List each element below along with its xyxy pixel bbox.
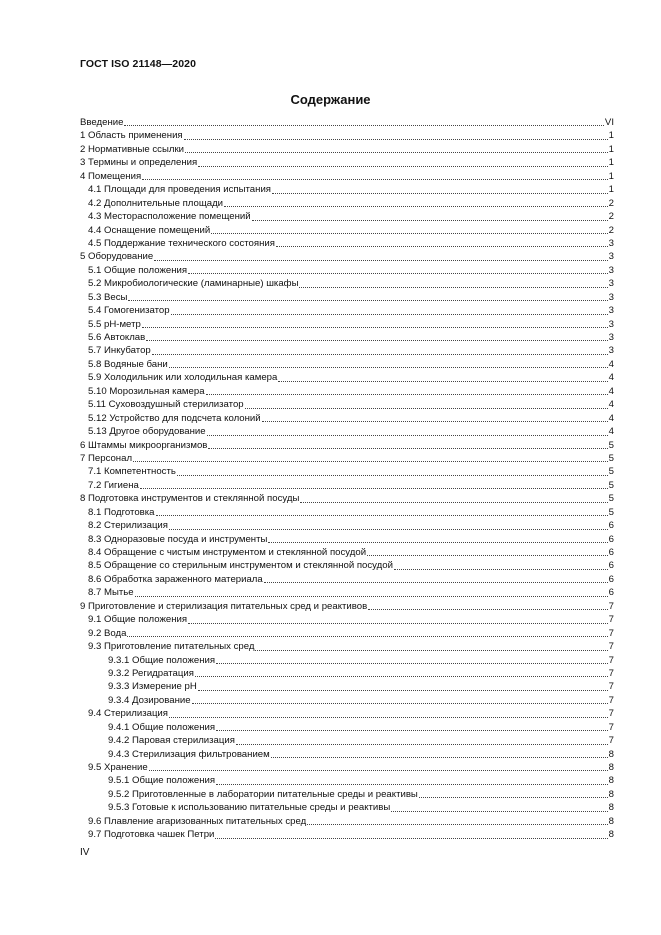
toc-entry-label: 5.4 Гомогенизатор [88, 305, 170, 317]
toc-entry[interactable] [80, 331, 614, 344]
toc-entry-label: 5.7 Инкубатор [88, 345, 151, 357]
toc-entry[interactable] [80, 170, 614, 183]
dot-leader [195, 668, 608, 677]
toc-entry[interactable] [80, 465, 614, 478]
toc-entry-page: 7 [608, 600, 614, 612]
toc-entry[interactable] [80, 277, 614, 290]
toc-entry[interactable] [80, 452, 614, 465]
toc-entry-label: 9.6 Плавление агаризованных питательных сред [88, 815, 307, 827]
toc-entry-label: 9.2 Вода [88, 627, 127, 639]
toc-entry[interactable] [80, 439, 614, 452]
toc-entry[interactable] [80, 734, 614, 747]
dot-leader [300, 494, 607, 503]
toc-entry[interactable] [80, 291, 614, 304]
toc-entry[interactable] [80, 613, 614, 626]
dot-leader [185, 144, 608, 153]
toc-entry[interactable] [80, 479, 614, 492]
toc-entry-page: 6 [608, 533, 614, 545]
dot-leader [184, 131, 608, 140]
toc-entry-label: 9.3.3 Измерение pH [108, 681, 197, 693]
toc-entry-page: 6 [608, 560, 614, 572]
toc-entry-label: 9.5 Хранение [88, 762, 148, 773]
dot-leader [391, 803, 607, 812]
toc-entry-label: 8.4 Обращение с чистым инструментом и стеклянной посудой [88, 547, 367, 558]
toc-entry[interactable] [80, 250, 614, 263]
dot-leader [394, 561, 608, 570]
dot-leader [368, 601, 607, 610]
toc-entry-page: 5 [608, 452, 614, 464]
toc-entry[interactable] [80, 425, 614, 438]
toc-entry-page: 4 [608, 412, 614, 424]
toc-entry[interactable] [80, 559, 614, 572]
toc-entry-label: 8.7 Мытье [88, 587, 134, 599]
toc-entry[interactable] [80, 828, 614, 841]
toc-entry-page: 7 [608, 708, 614, 720]
toc-entry-label: 9.4 Стерилизация [88, 708, 168, 720]
toc-entry-page: 1 [608, 184, 614, 196]
toc-entry-page: 4 [608, 385, 614, 397]
toc-entry-page: 7 [608, 614, 614, 626]
toc-entry-label: 8.5 Обращение со стерильным инструментом и стеклянной посудой [88, 560, 393, 572]
toc-entry-label: 4.4 Оснащение помещений [88, 224, 211, 236]
dot-leader [272, 185, 608, 194]
dot-leader [133, 453, 608, 462]
toc-entry-page: 4 [608, 358, 614, 370]
toc-entry-page: 7 [608, 721, 614, 733]
toc-entry[interactable] [80, 371, 614, 384]
toc-entry-page: 3 [608, 305, 614, 317]
toc-entry-page: 8 [608, 815, 614, 827]
dot-leader [140, 480, 608, 489]
dot-leader [208, 440, 607, 449]
toc-entry[interactable] [80, 761, 614, 774]
dot-leader [169, 359, 608, 368]
toc-entry-label: 8.2 Стерилизация [88, 520, 168, 532]
toc-entry-label: 5.2 Микробиологические (ламинарные) шкафы [88, 278, 299, 290]
toc-entry-label: 4 Помещения [80, 170, 142, 182]
toc-entry-page: 4 [608, 426, 614, 438]
toc-entry-page: 6 [608, 573, 614, 585]
dot-leader [128, 292, 607, 301]
toc-entry[interactable] [80, 533, 614, 546]
table-of-contents [80, 116, 614, 842]
dot-leader [271, 749, 608, 758]
toc-entry[interactable] [80, 385, 614, 398]
dot-leader [188, 265, 608, 274]
toc-entry-page: 6 [608, 520, 614, 532]
toc-entry-page: 8 [608, 802, 614, 814]
dot-leader [156, 507, 608, 516]
dot-leader [154, 252, 607, 261]
dot-leader [169, 709, 608, 718]
toc-entry[interactable] [80, 774, 614, 787]
dot-leader [188, 615, 608, 624]
toc-entry[interactable] [80, 694, 614, 707]
toc-entry-page: 3 [608, 278, 614, 290]
dot-leader [216, 655, 608, 664]
dot-leader [367, 547, 608, 556]
dot-leader [211, 225, 607, 234]
toc-entry-page: 5 [608, 466, 614, 478]
toc-entry[interactable] [80, 815, 614, 828]
toc-entry-page: 7 [608, 681, 614, 693]
dot-leader [146, 332, 607, 341]
toc-entry[interactable] [80, 748, 614, 761]
toc-entry[interactable] [80, 264, 614, 277]
toc-entry[interactable] [80, 156, 614, 169]
toc-title: Содержание [290, 92, 371, 107]
toc-entry-label: 9.5.3 Готовые к использованию питательные среды и реактивы [108, 802, 391, 814]
dot-leader [177, 467, 608, 476]
toc-entry[interactable] [80, 224, 614, 237]
toc-entry-page: 7 [608, 694, 614, 706]
toc-entry[interactable] [80, 586, 614, 599]
toc-entry[interactable] [80, 667, 614, 680]
toc-entry[interactable] [80, 183, 614, 196]
toc-entry-page: 6 [608, 587, 614, 599]
toc-entry-label: 5.11 Суховоздушный стерилизатор [88, 399, 244, 411]
page-number: IV [80, 847, 90, 858]
toc-entry[interactable] [80, 788, 614, 801]
toc-entry-page: 4 [608, 372, 614, 384]
toc-entry[interactable] [80, 344, 614, 357]
toc-entry-label: 5 Оборудование [80, 251, 154, 263]
toc-entry-label: 7 Персонал [80, 452, 133, 464]
toc-entry-label: 9.3.1 Общие положения [108, 654, 216, 666]
toc-entry-label: 9.4.1 Общие положения [108, 721, 216, 733]
dot-leader [198, 682, 608, 691]
toc-entry-label: 9.3.4 Дозирование [108, 694, 191, 706]
dot-leader [124, 117, 603, 126]
toc-entry-label: 2 Нормативные ссылки [80, 143, 185, 155]
dot-leader [207, 427, 608, 436]
toc-entry[interactable] [80, 412, 614, 425]
toc-entry[interactable] [80, 627, 614, 640]
toc-entry-label: 9.4.2 Паровая стерилизация [108, 735, 235, 747]
toc-entry-label: 5.9 Холодильник или холодильная камера [88, 372, 278, 384]
toc-entry-label: 9.3 Приготовление питательных сред [88, 641, 255, 653]
dot-leader [245, 400, 608, 409]
dot-leader [127, 628, 607, 637]
dot-leader [169, 521, 608, 530]
toc-entry-page: 3 [608, 264, 614, 276]
toc-entry-page: 7 [608, 654, 614, 666]
dot-leader [171, 306, 608, 315]
dot-leader [252, 212, 608, 221]
dot-leader [264, 574, 608, 583]
toc-entry-page: 7 [608, 641, 614, 653]
toc-entry-label: 6 Штаммы микроорганизмов [80, 439, 208, 451]
toc-entry[interactable] [80, 304, 614, 317]
toc-entry-label: 9.7 Подготовка чашек Петри [88, 829, 215, 841]
toc-entry-page: 2 [608, 224, 614, 236]
dot-leader [198, 158, 607, 167]
toc-entry-label: 5.3 Весы [88, 291, 128, 303]
toc-entry-page: 3 [608, 345, 614, 357]
toc-entry[interactable] [80, 680, 614, 693]
dot-leader [307, 816, 607, 825]
toc-entry[interactable] [80, 707, 614, 720]
dot-leader [149, 762, 608, 771]
toc-entry-label: 8.6 Обработка зараженного материала [88, 573, 263, 585]
toc-entry[interactable] [80, 210, 614, 223]
toc-entry-page: 3 [608, 318, 614, 330]
dot-leader [276, 238, 608, 247]
toc-entry-page: 7 [608, 735, 614, 747]
toc-entry[interactable] [80, 654, 614, 667]
toc-entry-label: 9.5.2 Приготовленные в лаборатории питательные среды и реактивы [108, 788, 418, 800]
dot-leader [268, 534, 607, 543]
toc-entry-page: 8 [608, 762, 614, 773]
toc-entry-label: 9 Приготовление и стерилизация питательных сред и реактивов [80, 600, 368, 612]
toc-entry[interactable] [80, 573, 614, 586]
toc-entry-page: 8 [608, 775, 614, 787]
toc-entry-page: VI [604, 117, 614, 128]
dot-leader [419, 789, 608, 798]
dot-leader [255, 642, 607, 651]
toc-entry-label: Введение [80, 117, 124, 128]
toc-entry-page: 5 [608, 439, 614, 451]
toc-entry[interactable] [80, 721, 614, 734]
toc-entry[interactable] [80, 506, 614, 519]
toc-entry[interactable] [80, 143, 614, 156]
toc-entry-page: 3 [608, 251, 614, 263]
dot-leader [142, 171, 608, 180]
toc-entry-page: 3 [608, 237, 614, 249]
dot-leader [152, 346, 608, 355]
toc-entry-page: 1 [608, 170, 614, 182]
dot-leader [135, 588, 608, 597]
toc-entry-page: 8 [608, 748, 614, 760]
dot-leader [278, 373, 607, 382]
dot-leader [216, 722, 608, 731]
toc-entry-label: 9.5.1 Общие положения [108, 775, 216, 787]
toc-entry-page: 7 [608, 627, 614, 639]
toc-entry-label: 9.4.3 Стерилизация фильтрованием [108, 748, 270, 760]
toc-entry-label: 5.10 Морозильная камера [88, 385, 205, 397]
toc-entry-page: 1 [608, 130, 614, 142]
toc-entry-label: 9.1 Общие положения [88, 614, 188, 626]
toc-entry[interactable] [80, 492, 614, 505]
toc-entry-label: 8 Подготовка инструментов и стеклянной посуды [80, 493, 300, 505]
dot-leader [216, 776, 608, 785]
toc-entry-page: 1 [608, 157, 614, 169]
toc-entry-page: 5 [608, 479, 614, 491]
toc-entry[interactable] [80, 129, 614, 142]
toc-entry[interactable] [80, 237, 614, 250]
toc-entry-label: 3 Термины и определения [80, 157, 198, 169]
toc-entry[interactable] [80, 640, 614, 653]
dot-leader [224, 198, 608, 207]
toc-entry[interactable] [80, 600, 614, 613]
toc-entry-page: 5 [608, 506, 614, 518]
toc-entry[interactable] [80, 318, 614, 331]
toc-entry-label: 8.3 Одноразовые посуда и инструменты [88, 533, 268, 545]
toc-entry-page: 1 [608, 143, 614, 155]
toc-entry[interactable] [80, 546, 614, 559]
toc-entry[interactable] [80, 116, 614, 129]
dot-leader [215, 830, 607, 839]
toc-entry-page: 5 [608, 493, 614, 505]
toc-entry-page: 2 [608, 197, 614, 209]
toc-entry[interactable] [80, 197, 614, 210]
toc-entry[interactable] [80, 801, 614, 814]
dot-leader [299, 279, 607, 288]
dot-leader [262, 413, 608, 422]
toc-entry[interactable] [80, 398, 614, 411]
toc-entry-label: 9.3.2 Регидратация [108, 667, 194, 679]
toc-entry-label: 5.8 Водяные бани [88, 358, 168, 370]
toc-entry-label: 4.3 Месторасположение помещений [88, 211, 251, 223]
toc-entry-label: 1 Область применения [80, 130, 183, 142]
toc-entry-label: 4.5 Поддержание технического состояния [88, 237, 275, 249]
toc-entry-label: 5.12 Устройство для подсчета колоний [88, 412, 261, 424]
toc-entry-page: 3 [608, 332, 614, 343]
toc-entry-label: 7.2 Гигиена [88, 479, 139, 491]
toc-entry-label: 8.1 Подготовка [88, 506, 155, 518]
dot-leader [236, 736, 608, 745]
toc-entry-label: 5.6 Автоклав [88, 332, 146, 343]
document-header: ГОСТ ISO 21148—2020 [80, 58, 197, 70]
toc-entry-page: 2 [608, 211, 614, 223]
toc-entry-label: 5.1 Общие положения [88, 264, 188, 276]
toc-entry-label: 5.13 Другое оборудование [88, 426, 206, 438]
toc-entry[interactable] [80, 358, 614, 371]
dot-leader [192, 695, 608, 704]
toc-entry-label: 4.1 Площади для проведения испытания [88, 184, 271, 196]
toc-entry-page: 4 [608, 399, 614, 411]
toc-entry-label: 7.1 Компетентность [88, 466, 176, 478]
toc-entry-page: 8 [608, 829, 614, 841]
toc-entry-page: 6 [608, 547, 614, 558]
dot-leader [206, 386, 608, 395]
toc-entry-label: 4.2 Дополнительные площади [88, 197, 224, 209]
toc-entry-page: 3 [608, 291, 614, 303]
toc-entry-page: 7 [608, 667, 614, 679]
toc-entry-label: 5.5 pH-метр [88, 318, 141, 330]
toc-entry[interactable] [80, 519, 614, 532]
dot-leader [142, 319, 608, 328]
toc-entry-page: 8 [608, 788, 614, 800]
